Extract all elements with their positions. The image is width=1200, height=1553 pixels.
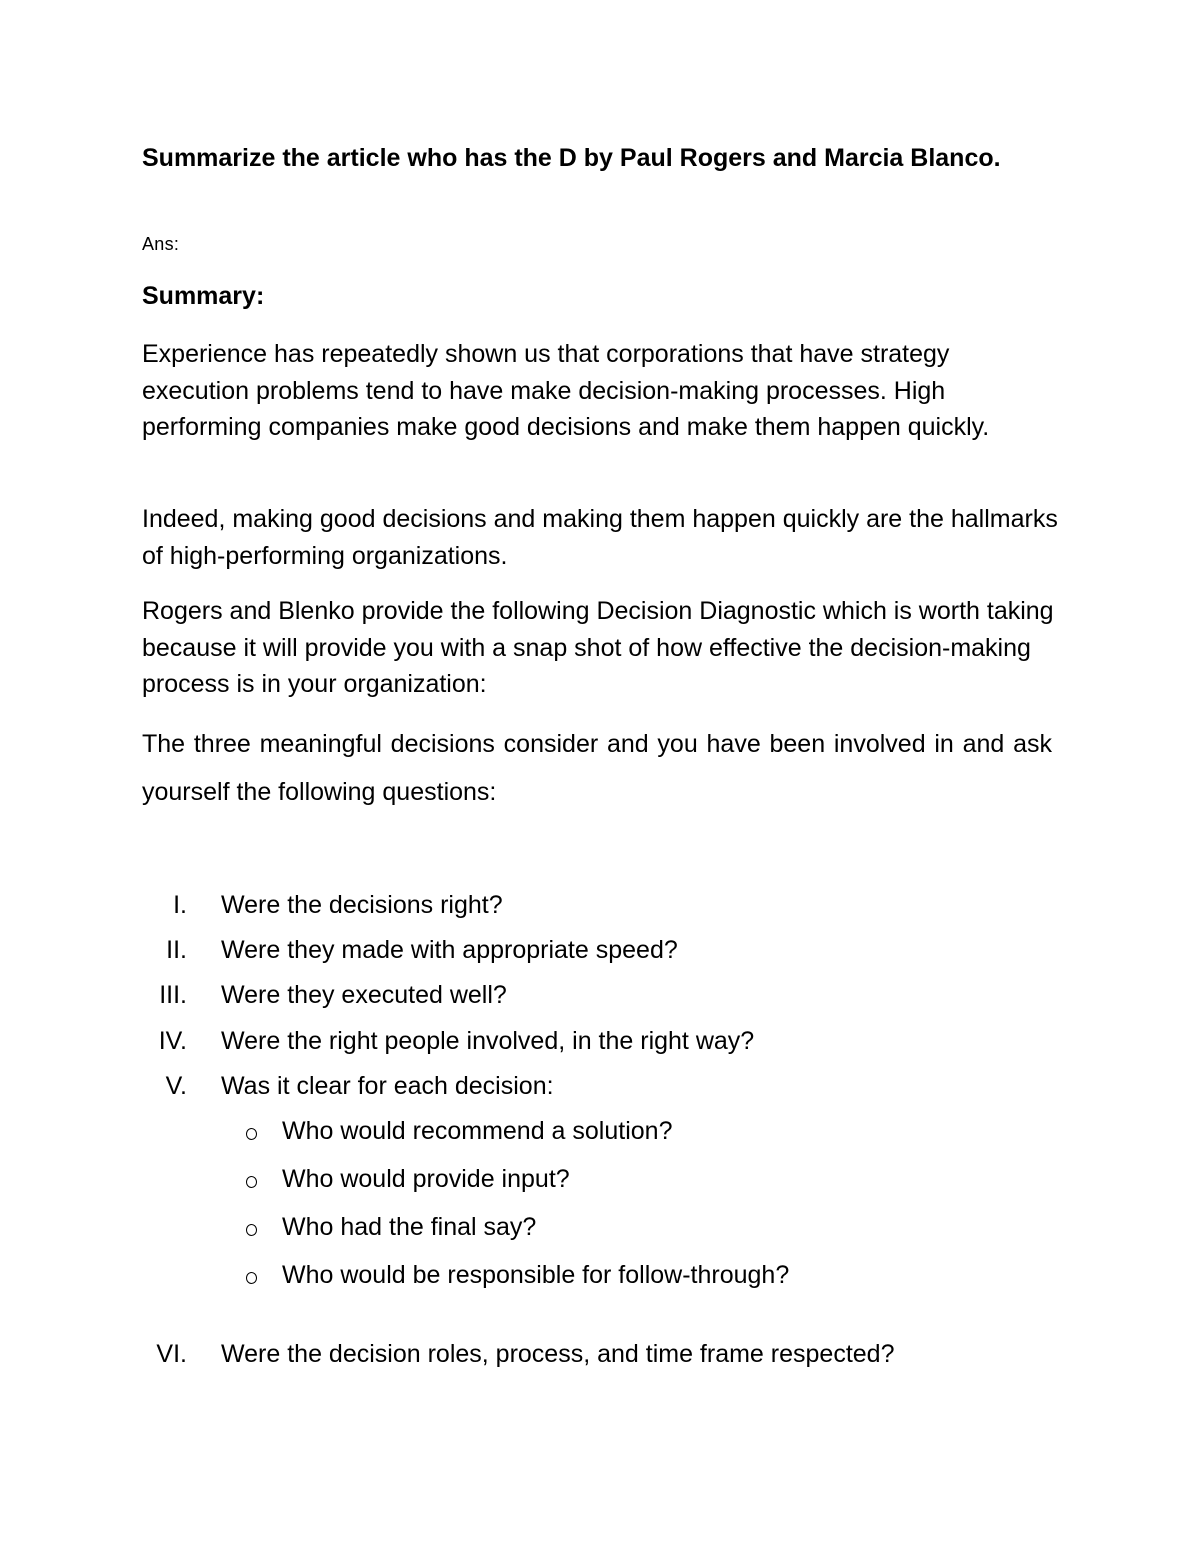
list-number: VI. [156, 1340, 187, 1368]
circle-bullet-icon [246, 1272, 257, 1284]
list-item-text: Were the decisions right? [221, 891, 503, 919]
sub-list-item [0, 1111, 1200, 1151]
list-number: I. [173, 891, 187, 919]
list-number: III. [159, 981, 187, 1009]
list-item [0, 885, 1200, 925]
list-item [0, 975, 1200, 1015]
list-item-text: Were they executed well? [221, 981, 507, 1009]
list-number: IV. [158, 1027, 187, 1055]
list-number: V. [165, 1072, 187, 1100]
list-item-text: Were the decision roles, process, and time frame respected? [221, 1340, 895, 1368]
paragraph-three-decisions: The three meaningful decisions consider and you have been involved in and ask yourself the following questions: [142, 730, 1052, 806]
sub-list-item-text: Who had the final say? [282, 1213, 537, 1241]
paragraph-experience: Experience has repeatedly shown us that corporations that have strategy execution problems tend to have make decision-making processes. High performing companies make good decisions and make them happen quickly. [142, 340, 990, 441]
list-item [0, 1334, 1200, 1374]
list-number: II. [166, 936, 187, 964]
summary-heading: Summary: [142, 282, 265, 310]
paragraph-diagnostic: Rogers and Blenko provide the following Decision Diagnostic which is worth taking because it will provide you with a snap shot of how effective the decision-making process is in your organization: [142, 597, 1054, 698]
question-heading: Summarize the article who has the D by Paul Rogers and Marcia Blanco. [142, 144, 1001, 172]
sub-list-item-text: Who would provide input? [282, 1165, 570, 1193]
answer-label: Ans: [142, 234, 180, 254]
list-item [0, 930, 1200, 970]
list-item [0, 1066, 1200, 1106]
sub-list-item-text: Who would recommend a solution? [282, 1117, 673, 1145]
list-item-text: Was it clear for each decision: [221, 1072, 554, 1100]
sub-list-item [0, 1207, 1200, 1247]
list-item [0, 1021, 1200, 1061]
circle-bullet-icon [246, 1224, 257, 1236]
sub-list-item [0, 1255, 1200, 1295]
paragraph-indeed: Indeed, making good decisions and making them happen quickly are the hallmarks of high-performing organizations. [142, 505, 1058, 570]
sub-list-item [0, 1159, 1200, 1199]
circle-bullet-icon [246, 1176, 257, 1188]
sub-list-item-text: Who would be responsible for follow-through? [282, 1261, 790, 1289]
list-item-text: Were they made with appropriate speed? [221, 936, 678, 964]
circle-bullet-icon [246, 1128, 257, 1140]
list-item-text: Were the right people involved, in the right way? [221, 1027, 755, 1055]
